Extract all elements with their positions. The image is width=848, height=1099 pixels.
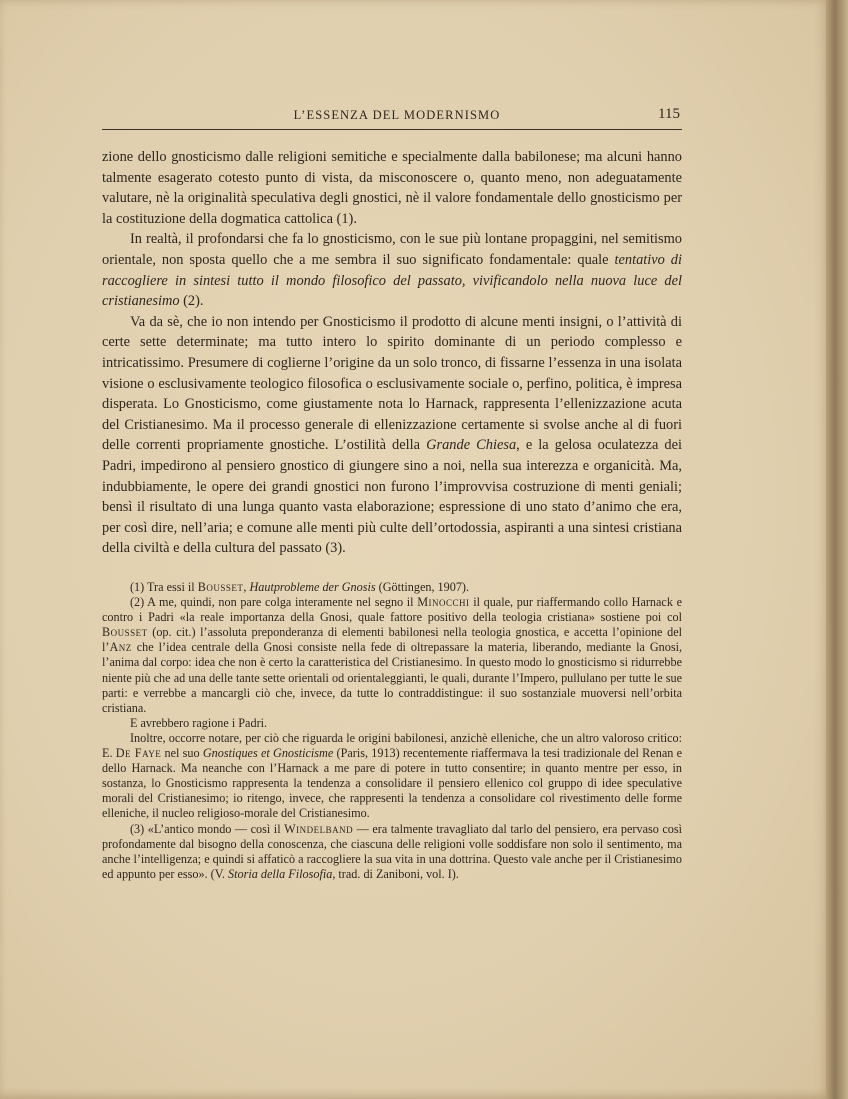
book-title: Hautprobleme der Gnosis [249,580,376,594]
author-name: Bousset [102,625,148,640]
running-head [102,105,682,130]
footnote-text: , trad. di Zaniboni, vol. I). [332,866,459,881]
footnote-text: — era talmente travagliato dal tarlo del pensiero, era pervaso così profondamente dal bisogno della conoscenza, che ciascuna delle religioni volle soddisfare non solo il sentimento, ma anche l’intelligenza; e quindi si affaticò a raccogliere la sua vita in una dottrina. Questo vale anche per il Cristianesimo ed appunto per esso». (V. [102,821,682,881]
footnotes [102,580,682,882]
footnote-text: il quale, pur riaffermando collo Harnack e contro i Padri «la reale importanza della Gnosi, quale fattore positivo della teologia cristiana» sostiene poi col [102,595,682,625]
body-text [102,147,682,559]
footnote-text: che l’idea centrale della Gnosi consiste nella fede di oltrepassare la materia, liberando, mediante la Gnosi, l’anima dal corpo: idea che non è certo la caratteristica del Cristianesimo. In questo modo lo gnosticismo si ridurrebbe niente più che ad una delle tante sette orientali od orientaleggianti, le quali, durante l’Impero, pullulano per tutte le sue parti: e verrebbe a mancargli ciò che, invece, da tutte lo contraddistingue: il suo sostanziale muoversi nell’orbita cristiana. [102,640,682,715]
footnote-text: Inoltre, occorre notare, per ciò che riguarda le origini babilonesi, anzichè elleniche, che un altro valoroso critico: E. [102,730,682,761]
author-name: Anz [109,640,132,655]
paragraph-2 [102,229,682,311]
footnote-1 [102,580,682,595]
paragraph-3-text: Va da sè, che io non intendo per Gnosticismo il prodotto di alcune menti insigni, o l’attività di certe sette determinate; ma tutto intero lo spirito dominante di un periodo complesso e intricatissimo. Presumere di coglierne l’origine da un solo tronco, di fissarne l’essenza in una isolata visione o esclusivamente teologico filosofica o esclusivamente sociale o, perfino, politica, è impresa disperata. Lo Gnosticismo, come giustamente nota lo Harnack, rappresenta l’ellenizzazione acuta del Cristianesimo. Ma il processo generale di ellenizzazione certamente si svolse anche al di fuori delle correnti propriamente gnostiche. L’ostilità della [102,313,682,454]
author-name: Bousset [197,580,244,594]
page-edge [826,0,848,1099]
footnote-text: (1) Tra essi il [130,580,198,594]
footnote-text: (op. cit.) l’assoluta preponderanza di elementi babilonesi nella teologia gnostica, e accetta l’opinione del l’ [102,625,682,655]
running-head-title: L’ESSENZA DEL MODERNISMO [293,108,501,122]
footnote-2-continuation: E avrebbero ragione i Padri. [130,715,268,730]
author-name: Minocchi [417,595,470,610]
footnote-3 [102,822,682,882]
page-number: 115 [658,106,680,122]
book-title: Storia della Filosofia [228,866,333,881]
footnote-2 [102,595,682,716]
paragraph-2-note-ref: (2). [179,293,204,310]
author-name: Windelband [284,821,354,836]
paragraph-3-text-end: , e la gelosa oculatezza dei Padri, impedirono al pensiero gnostico di giungere sino a noi, nella sua interezza e organicità. Ma, indubbiamente, le opere dei grandi gnostici non furono l’improvvisa costruzione di menti geniali; bensì il risultato di una lunga quanto vasta elaborazione; espressione di uno stato d’animo che era, per così dire, nell’aria; e comune alle menti più culte dell’ortodossia, aspiranti a una sintesi cristiana della civiltà e della cultura del passato (3). [102,437,682,557]
author-name: De Faye [115,746,162,761]
book-title: Gnostiques et Gnosticisme [202,746,334,761]
paragraph-3-italic: Grande Chiesa [426,437,517,454]
footnote-text: (Göttingen, 1907). [375,580,470,594]
paragraph-2-text: In realtà, il profondarsi che fa lo gnosticismo, con le sue più lontane propaggini, nel semitismo orientale, non sposta quello che a me sembra il suo significato fondamentale: quale [102,231,682,268]
footnote-text: (Paris, 1913) recentemente riaffermava la tesi tradizionale del Renan e dello Harnack. Ma neanche con l’Harnack a me pare di potere in tutto consentire; in quanto mentre per esso, in sostanza, lo Gnosticismo rappresenta la tendenza a consolidare il pensiero ellenico col gruppo di idee speculative morali del Cristianesimo; io ritengo, invece, che rappresenti la tendenza a consolidare col rivestimento delle forme elleniche, il nucleo religioso-morale del Cristianesimo. [102,746,682,821]
footnote-text: (2) A me, quindi, non pare colga interamente nel segno il [130,595,418,610]
footnote-text: , [243,580,250,594]
paragraph-1: zione dello gnosticismo dalle religioni semitiche e specialmente dalla babilonese; ma alcuni hanno talmente esagerato cotesto punto di vista, da misconoscere o, quanto meno, non adeguatamente valutare, nè la originalità speculativa degli gnostici, nè il valore fondamentale dello gnosticismo per la costituzione della dogmatica cattolica (1). [102,149,682,227]
footnote-text: nel suo [161,746,203,761]
paragraph-2-italic: tentativo di raccogliere in sintesi tutto il mondo filosofico del passato, vivificandolo nella nuova luce del cristianesimo [102,251,682,310]
paragraph-3 [102,312,682,559]
footnote-text: (3) «L’antico mondo — così il [130,821,285,836]
footnote-2-paragraph-2 [102,731,682,822]
